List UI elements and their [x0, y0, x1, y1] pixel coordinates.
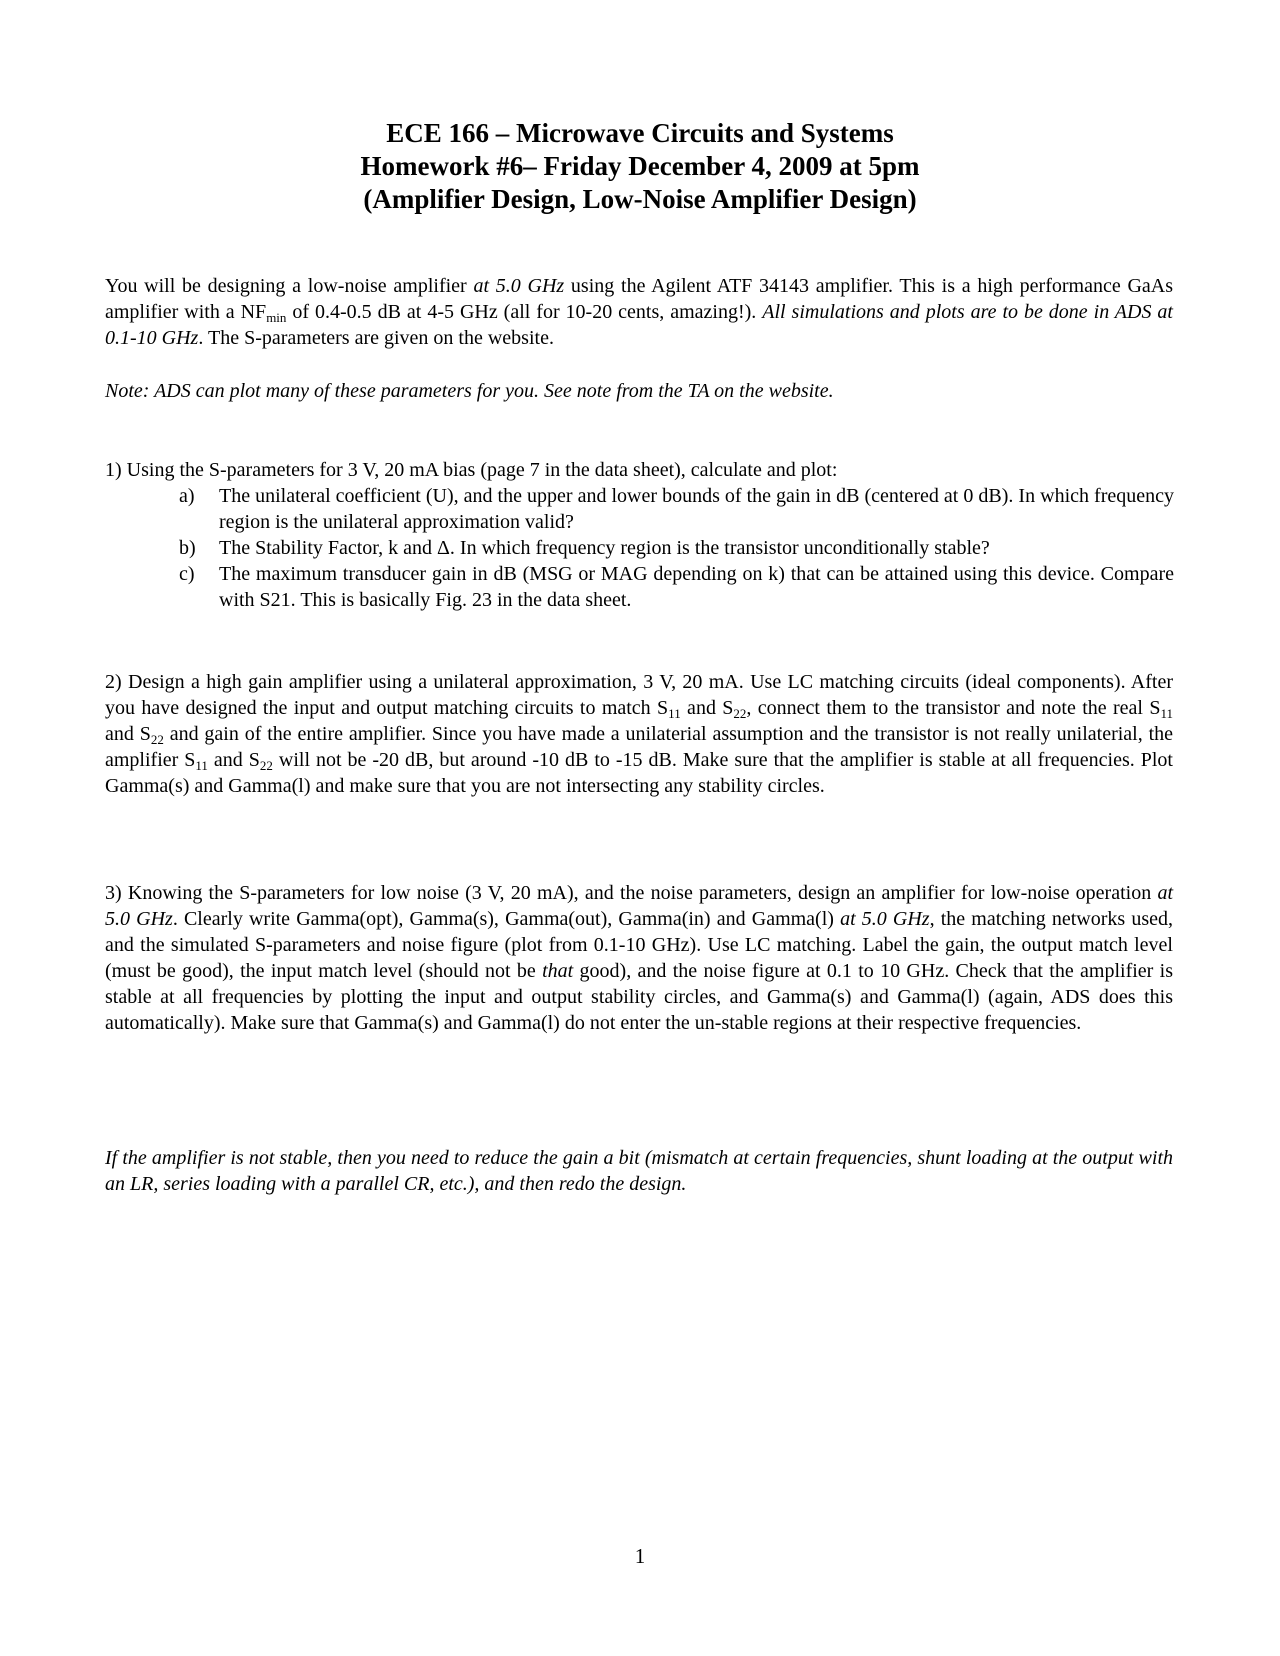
item-text: The Stability Factor, k and Δ. In which frequency region is the transistor unconditionally stable? — [219, 537, 990, 559]
list-item — [179, 483, 1174, 535]
question-3-paragraph: 3) Knowing the S-parameters for low noise (3 V, 20 mA), and the noise parameters, design an amplifier for low-noise operation at 5.0 GHz. Clearly write Gamma(opt), Gamma(s), Gamma(out), Gamma(in) and Gamma(l) at 5.0 GHz, the matching networks used, and the simulated S-parameters and noise figure (plot from 0.1-10 GHz). Use LC matching. Label the gain, the output match level (must be good), the input match level (should not be that good), and the noise figure at 0.1 to 10 GHz. Check that the amplifier is stable at all frequencies by plotting the input and output stability circles, and Gamma(s) and Gamma(l) (again, ADS does this automatically). Make sure that Gamma(s) and Gamma(l) do not enter the un-stable regions at their respective frequencies. — [105, 882, 1173, 1034]
intro-paragraph: You will be designing a low-noise amplifier at 5.0 GHz using the Agilent ATF 34143 amplifier. This is a high performance GaAs amplifier with a $NF_{min}$ of 0.4-0.5 dB at 4-5 GHz (all for 10-20 cents, amazing!). All simulations and plots are to be done in ADS at 0.1-10 GHz. The S-parameters are given on the website. — [105, 275, 1173, 349]
item-label: a) — [179, 485, 195, 507]
question-2-paragraph: 2) Design a high gain amplifier using a unilateral approximation, 3 V, 20 mA. Use LC matching circuits (ideal components). After you have designed the input and output matching circuits to match $S_{11}$ and $S_{22}$, connect them to the transistor and note the real $S_{11}$ and $S_{22}$ and gain of the entire amplifier. Since you have made a unilaterial assumption and the transistor is not really unilaterial, the amplifier $S_{11}$ and $S_{22}$ will not be -20 dB, but around -10 dB to -15 dB. Make sure that the amplifier is stable at all frequencies. Plot Gamma(s) and Gamma(l) and make sure that you are not intersecting any stability circles. — [105, 671, 1174, 797]
course-title: ECE 166 – Microwave Circuits and Systems — [386, 118, 894, 148]
item-text: The maximum transducer gain in dB (MSG or MAG depending on k) that can be attained using this device. Compare with S21. This is basically Fig. 23 in the data sheet. — [219, 563, 1174, 611]
item-label: c) — [179, 563, 195, 585]
stability-closing-note: If the amplifier is not stable, then you need to reduce the gain a bit (mismatch at certain frequencies, shunt loading at the output with an LR, series loading with a parallel CR, etc.), and then redo the design. — [105, 1147, 1173, 1195]
homework-title: Homework #6– Friday December 4, 2009 at 5pm — [360, 151, 920, 181]
nf-subscript: min — [266, 310, 287, 325]
topic-title: (Amplifier Design, Low-Noise Amplifier Design) — [363, 184, 917, 214]
document-title — [0, 117, 1280, 216]
item-text: The unilateral coefficient (U), and the upper and lower bounds of the gain in dB (centered at 0 dB). In which frequency region is the unilateral approximation valid? — [219, 485, 1174, 533]
simulation-note: All simulations and plots are to be done in ADS at 0.1-10 GHz — [105, 301, 1173, 349]
question-1-stem: 1) Using the S-parameters for 3 V, 20 mA bias (page 7 in the data sheet), calculate and plot: — [105, 459, 838, 481]
question-1-items — [179, 483, 1174, 613]
ta-note: Note: ADS can plot many of these parameters for you. See note from the TA on the website. — [105, 380, 834, 402]
list-item — [179, 535, 1174, 561]
list-item — [179, 561, 1174, 613]
intro-frequency: at 5.0 GHz — [473, 275, 565, 297]
item-label: b) — [179, 537, 196, 559]
page-number: 1 — [634, 1544, 646, 1568]
